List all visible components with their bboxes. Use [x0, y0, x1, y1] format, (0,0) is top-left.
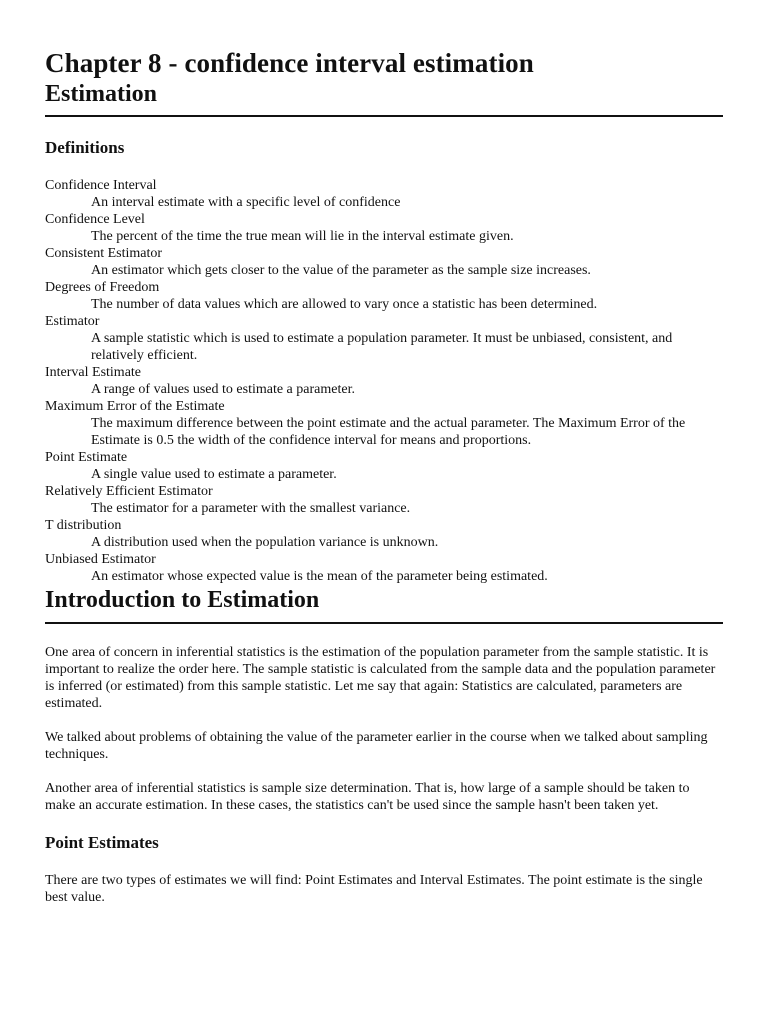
definition-term: Consistent Estimator — [45, 246, 163, 261]
intro-paragraph: We talked about problems of obtaining the value of the parameter earlier in the course when we talked about sampling techniques. — [45, 730, 708, 762]
point-estimates-paragraph: There are two types of estimates we will find: Point Estimates and Interval Estimates. The point estimate is the single best value. — [45, 873, 703, 905]
definition-text: The maximum difference between the point estimate and the actual parameter. The Maximum Error of the Estimate is 0.5 the width of the confidence interval for means and proportions. — [91, 416, 686, 448]
definition-term: Confidence Interval — [45, 178, 157, 193]
definition-term: Confidence Level — [45, 212, 145, 227]
definition-term: Interval Estimate — [45, 365, 142, 380]
definition-text: A distribution used when the population variance is unknown. — [91, 535, 439, 550]
section-heading-estimation: Estimation — [45, 81, 158, 107]
definition-text: The number of data values which are allowed to vary once a statistic has been determined. — [91, 297, 598, 312]
definition-text: An interval estimate with a specific level of confidence — [91, 195, 401, 210]
definition-term: Point Estimate — [45, 450, 128, 465]
definition-term: T distribution — [45, 518, 122, 533]
section-divider — [45, 115, 723, 117]
intro-paragraph: One area of concern in inferential statistics is the estimation of the population parameter from the sample statistic. It is important to realize the order here. The sample statistic is calculated from the sample data and the population parameter is inferred (or estimated) from this sample statistic. Let me say that again: Statistics are calculated, parameters are estimated. — [45, 645, 716, 711]
definition-text: An estimator whose expected value is the mean of the parameter being estimated. — [91, 569, 548, 584]
definition-term: Maximum Error of the Estimate — [45, 399, 225, 414]
section-divider — [45, 622, 723, 624]
definitions-list — [45, 177, 723, 585]
definition-text: A range of values used to estimate a parameter. — [91, 382, 355, 397]
section-heading-introduction: Introduction to Estimation — [45, 587, 320, 613]
definition-term: Estimator — [45, 314, 100, 329]
definition-text: The estimator for a parameter with the smallest variance. — [91, 501, 411, 516]
definition-term: Unbiased Estimator — [45, 552, 156, 567]
subsection-heading-point-estimates: Point Estimates — [45, 833, 159, 852]
chapter-title: Chapter 8 - confidence interval estimation — [45, 48, 534, 78]
definition-term: Degrees of Freedom — [45, 280, 160, 295]
definition-text: The percent of the time the true mean will lie in the interval estimate given. — [91, 229, 514, 244]
intro-paragraph: Another area of inferential statistics is sample size determination. That is, how large of a sample should be taken to make an accurate estimation. In these cases, the statistics can't be used since the sample hasn't been taken yet. — [45, 781, 690, 813]
definition-term: Relatively Efficient Estimator — [45, 484, 213, 499]
definitions-heading: Definitions — [45, 138, 125, 157]
definition-text: A sample statistic which is used to estimate a population parameter. It must be unbiased, consistent, and relatively efficient. — [91, 331, 673, 363]
definition-text: An estimator which gets closer to the value of the parameter as the sample size increases. — [91, 263, 591, 278]
definition-text: A single value used to estimate a parameter. — [91, 467, 337, 482]
